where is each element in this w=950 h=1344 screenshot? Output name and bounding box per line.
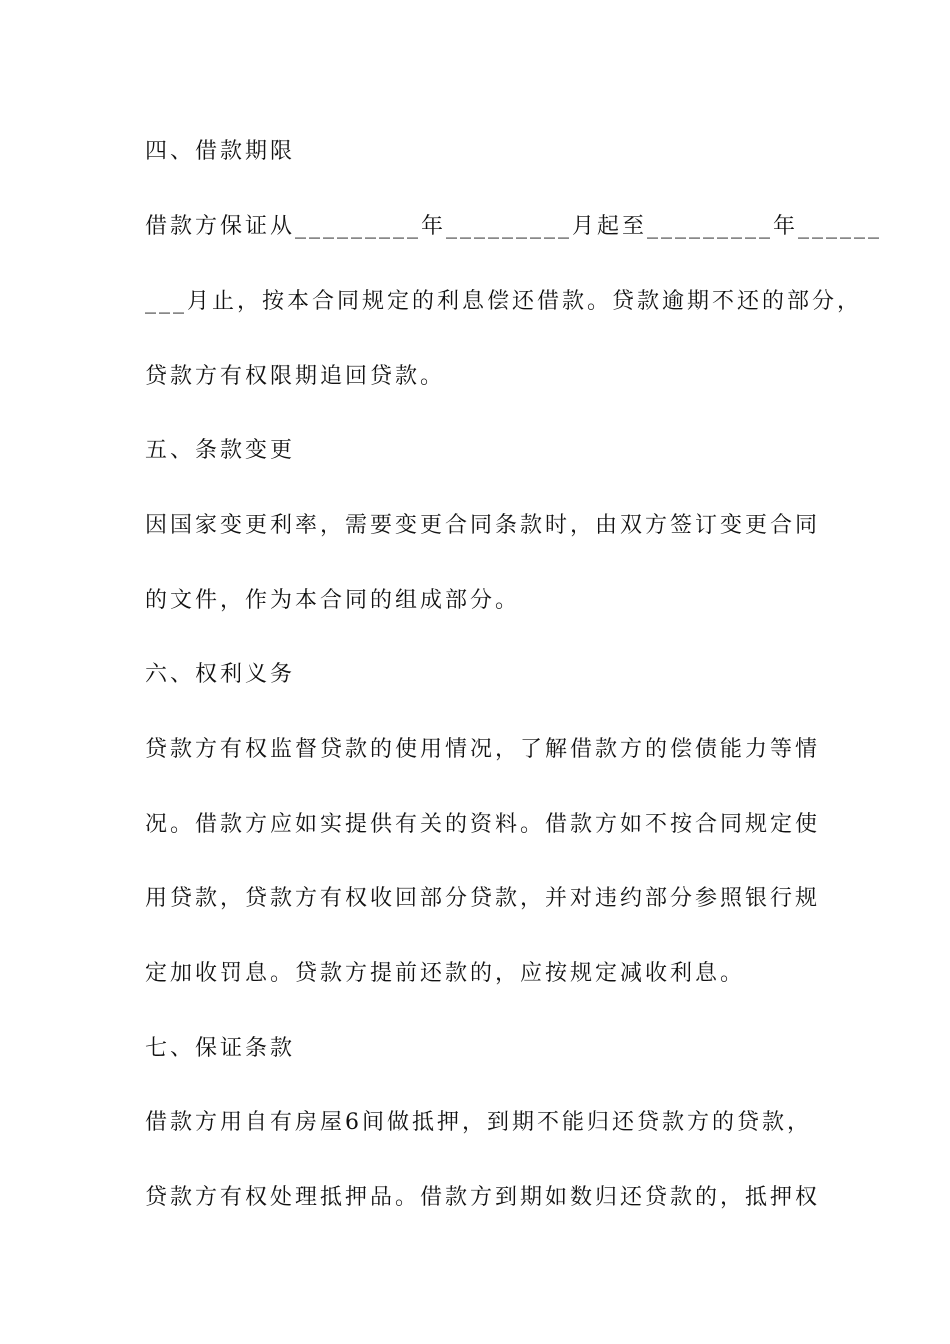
paragraph-line: 贷款方有权处理抵押品。借款方到期如数归还贷款的，抵押权 [145, 1185, 821, 1210]
paragraph-line: 况。借款方应如实提供有关的资料。借款方如不按合同规定使 [145, 812, 821, 837]
paragraph-line: 借款方保证从_________年_________月起至_________年______ [145, 214, 883, 239]
section-heading-loan-term: 四、借款期限 [145, 139, 296, 164]
paragraph-line: 贷款方有权监督贷款的使用情况，了解借款方的偿债能力等情 [145, 737, 821, 762]
section-heading-rights-obligations: 六、权利义务 [145, 662, 296, 687]
section-heading-clause-change: 五、条款变更 [145, 438, 296, 463]
paragraph-line: 借款方用自有房屋6间做抵押，到期不能归还贷款方的贷款， [145, 1110, 812, 1135]
section-heading-guarantee-clause: 七、保证条款 [145, 1036, 296, 1061]
paragraph-line: 因国家变更利率，需要变更合同条款时，由双方签订变更合同 [145, 513, 821, 538]
paragraph-line: 用贷款，贷款方有权收回部分贷款，并对违约部分参照银行规 [145, 886, 821, 911]
paragraph-line: 贷款方有权限期追回贷款。 [145, 364, 446, 389]
paragraph-line: 定加收罚息。贷款方提前还款的，应按规定减收利息。 [145, 961, 746, 986]
paragraph-line: 的文件，作为本合同的组成部分。 [145, 588, 521, 613]
paragraph-line: ___月止，按本合同规定的利息偿还借款。贷款逾期不还的部分， [145, 289, 863, 314]
